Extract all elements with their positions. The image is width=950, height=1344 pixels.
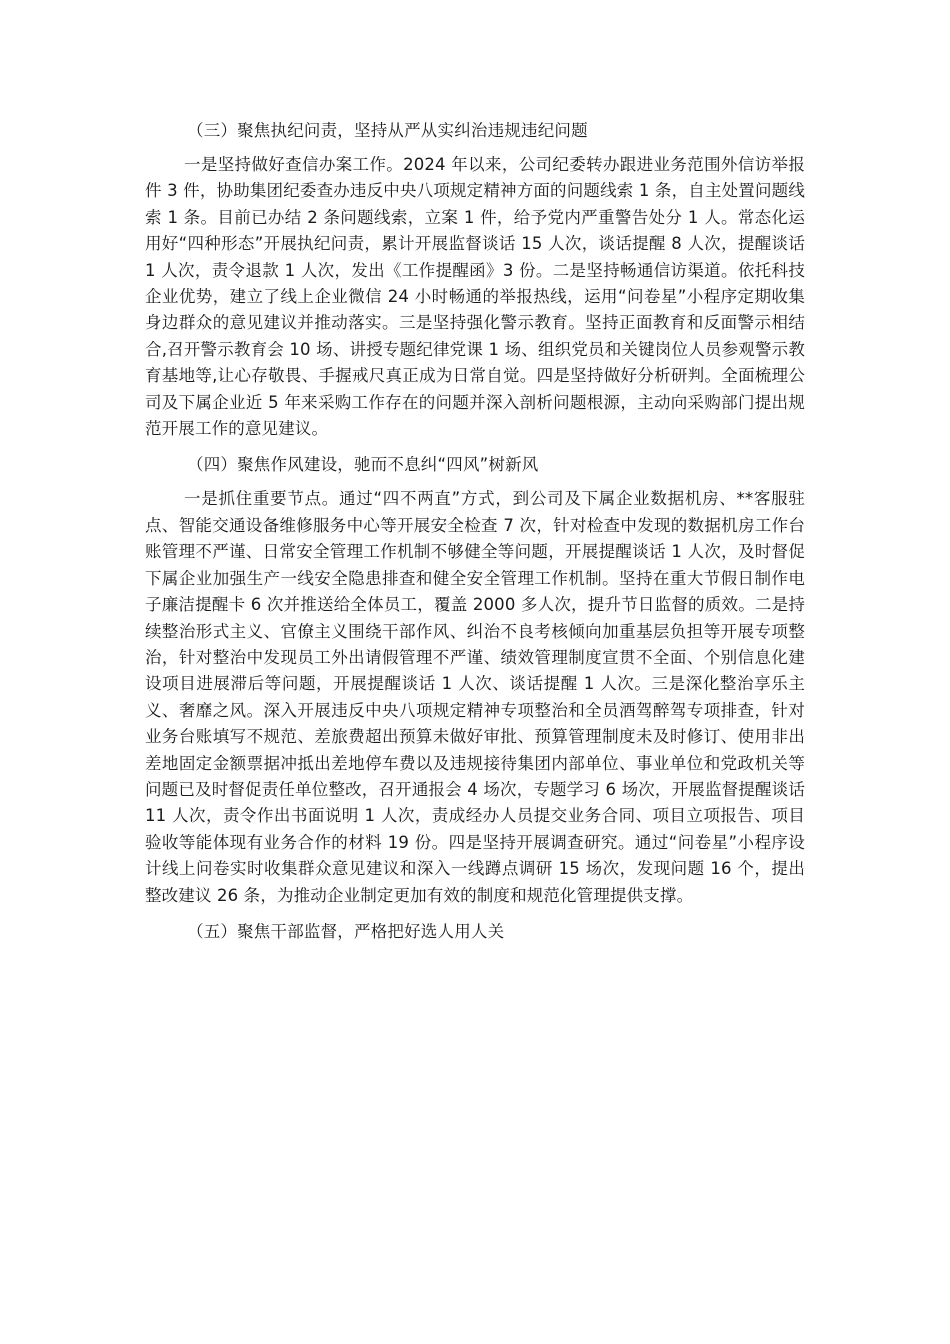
section-body-3: 一是坚持做好查信办案工作。2024 年以来，公司纪委转办跟进业务范围外信访举报件 3 件，协助集团纪委查办违反中央八项规定精神方面的问题线索 1 条，自主处置问题线索 1 条。目前已办结 2 条问题线索，立案 1 件，给予党内严重警告处分 1 人。常态化运用好“四种形态”开展执纪问责，累计开展监督谈话 15 人次，谈话提醒 8 人次，提醒谈话 1 人次，责令退款 1 人次，发出《工作提醒函》3 份。二是坚持畅通信访渠道。依托科技企业优势，建立了线上企业微信 24 小时畅通的举报热线，运用“问卷星”小程序定期收集身边群众的意见建议并推动落实。三是坚持强化警示教育。坚持正面教育和反面警示相结合,召开警示教育会 10 场、讲授专题纪律党课 1 场、组织党员和关键岗位人员参观警示教育基地等,让心存敬畏、手握戒尺真正成为日常自觉。四是坚持做好分析研判。全面梳理公司及下属企业近 5 年来采购工作存在的问题并深入剖析问题根源，主动向采购部门提出规范开展工作的意见建议。 <box>145 155 805 439</box>
section-body-4: 一是抓住重要节点。通过“四不两直”方式，到公司及下属企业数据机房、**客服驻点、智能交通设备维修服务中心等开展安全检查 7 次，针对检查中发现的数据机房工作台账管理不严谨、日常安全管理工作机制不够健全等问题，开展提醒谈话 1 人次，及时督促下属企业加强生产一线安全隐患排查和健全安全管理工作机制。坚持在重大节假日制作电子廉洁提醒卡 6 次并推送给全体员工，覆盖 2000 多人次，提升节日监督的质效。二是持续整治形式主义、官僚主义围绕干部作风、纠治不良考核倾向加重基层负担等开展专项整治，针对整治中发现员工外出请假管理不严谨、绩效管理制度宣贯不全面、个别信息化建设项目进展滞后等问题，开展提醒谈话 1 人次、谈话提醒 1 人次。三是深化整治享乐主义、奢靡之风。深入开展违反中央八项规定精神专项整治和全员酒驾醉驾专项排查，针对业务台账填写不规范、差旅费超出预算未做好审批、预算管理制度未及时修订、使用非出差地固定金额票据冲抵出差地停车费以及违规接待集团内部单位、事业单位和党政机关等问题已及时督促责任单位整改，召开通报会 4 场次，专题学习 6 场次，开展监督提醒谈话 11 人次，责令作出书面说明 1 人次，责成经办人员提交业务合同、项目立项报告、项目验收等能体现有业务合作的材料 19 份。四是坚持开展调查研究。通过“问卷星”小程序设计线上问卷实时收集群众意见建议和深入一线蹲点调研 15 场次，发现问题 16 个，提出整改建议 26 条，为推动企业制定更加有效的制度和规范化管理提供支撑。 <box>145 489 805 905</box>
document-page <box>145 118 805 945</box>
section-heading-3: （三）聚焦执纪问责，坚持从严从实纠治违规违纪问题 <box>187 121 588 140</box>
section-heading-5: （五）聚焦干部监督，严格把好选人用人关 <box>187 921 505 941</box>
section-heading-4: （四）聚焦作风建设，驰而不息纠“四风”树新风 <box>187 455 539 475</box>
